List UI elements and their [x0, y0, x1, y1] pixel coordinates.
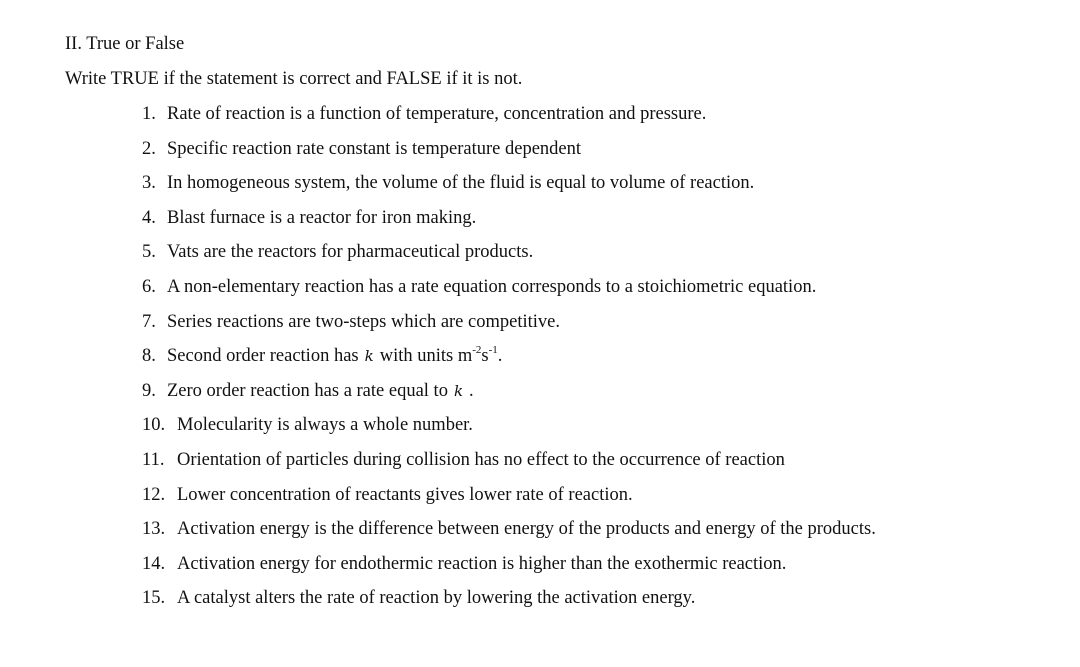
item-text: Series reactions are two-steps which are competitive. — [167, 311, 560, 332]
item-text: A catalyst alters the rate of reaction by lowering the activation energy. — [177, 588, 696, 609]
item-text: Specific reaction rate constant is temperature dependent — [167, 138, 582, 159]
section-heading: II. True or False — [65, 34, 185, 54]
exponent-meter: -2 — [472, 344, 482, 356]
item-text: Rate of reaction is a function of temperature, concentration and pressure. — [167, 104, 707, 124]
item-text: Orientation of particles during collision has no effect to the occurrence of reaction — [177, 449, 785, 470]
item-number: 12. — [142, 484, 166, 505]
item-number: 13. — [142, 519, 166, 540]
statement-list — [142, 103, 876, 622]
item-text: Activation energy is the difference between energy of the products and energy of the products. — [177, 519, 876, 540]
statement-item-8 — [142, 345, 876, 380]
item-number: 2. — [142, 138, 156, 159]
rate-constant-symbol: k — [453, 381, 464, 400]
item-text: A non-elementary reaction has a rate equation corresponds to a stoichiometric equation. — [167, 276, 817, 297]
item-number: 4. — [142, 207, 156, 228]
statement-item-10 — [142, 414, 876, 449]
item-text — [167, 345, 502, 367]
item-number: 15. — [142, 588, 166, 609]
item-text-end: . — [469, 380, 474, 401]
item-text: In homogeneous system, the volume of the fluid is equal to volume of reaction. — [167, 173, 755, 194]
item-number: 9. — [142, 380, 156, 401]
item-text: Vats are the reactors for pharmaceutical products. — [167, 242, 534, 263]
item-number: 7. — [142, 311, 156, 332]
statement-item-1 — [142, 103, 876, 138]
item-text-end: . — [497, 346, 503, 367]
item-number: 1. — [142, 104, 156, 124]
statement-item-12 — [142, 484, 876, 519]
unit-second: s — [481, 346, 489, 367]
item-number: 14. — [142, 553, 166, 574]
statement-item-15 — [142, 587, 876, 622]
item-text: Activation energy for endothermic reaction is higher than the exothermic reaction. — [177, 553, 787, 574]
rate-constant-symbol: k — [364, 347, 374, 366]
statement-item-11 — [142, 449, 876, 484]
statement-item-9 — [142, 380, 876, 415]
statement-item-3 — [142, 172, 876, 207]
item-number: 10. — [142, 415, 166, 436]
item-number: 3. — [142, 173, 156, 194]
statement-item-14 — [142, 553, 876, 588]
statement-item-5 — [142, 241, 876, 276]
item-number: 6. — [142, 276, 156, 297]
statement-item-2 — [142, 138, 876, 173]
item-text-pre: Second order reaction has — [167, 346, 359, 367]
exponent-second: -1 — [488, 344, 498, 356]
statement-item-7 — [142, 311, 876, 346]
statement-item-13 — [142, 518, 876, 553]
item-number: 5. — [142, 242, 156, 263]
item-number: 11. — [142, 449, 165, 470]
item-text: Blast furnace is a reactor for iron making. — [167, 207, 477, 228]
instructions-text: Write TRUE if the statement is correct and FALSE if it is not. — [65, 69, 523, 89]
item-number: 8. — [142, 346, 156, 367]
statement-item-6 — [142, 276, 876, 311]
item-text-pre: Zero order reaction has a rate equal to — [167, 380, 448, 401]
statement-item-4 — [142, 207, 876, 242]
item-text: Molecularity is always a whole number. — [177, 415, 473, 436]
item-text: Lower concentration of reactants gives lower rate of reaction. — [177, 484, 633, 505]
item-text — [167, 380, 474, 402]
item-text-post: with units m — [379, 346, 473, 367]
